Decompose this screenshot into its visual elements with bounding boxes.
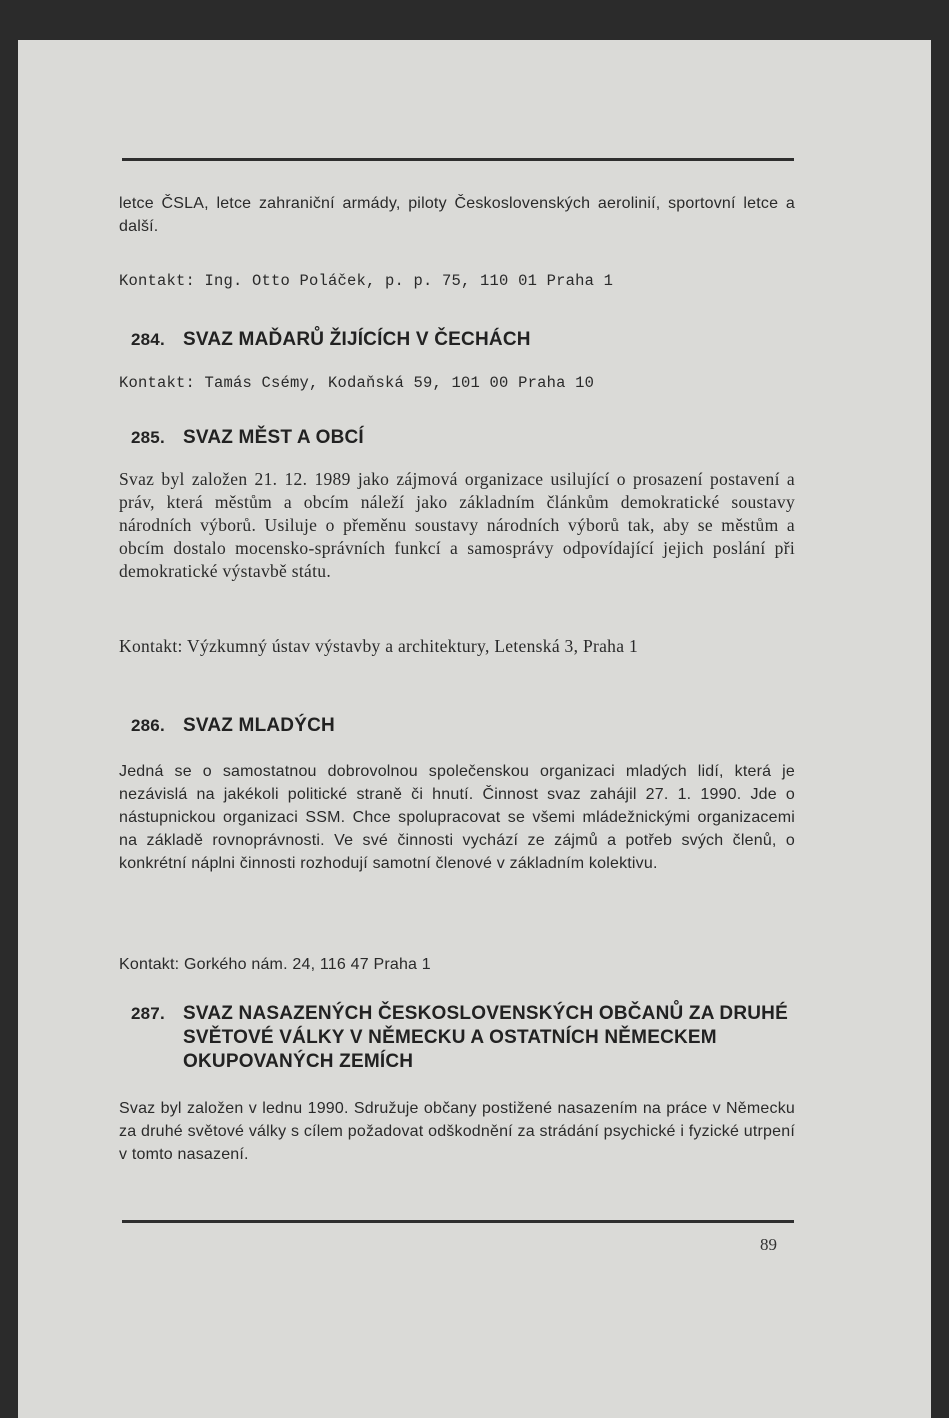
contact-line: Kontakt: Výzkumný ústav výstavby a architektury, Letenská 3, Praha 1 bbox=[119, 636, 639, 656]
entry-heading bbox=[131, 714, 791, 738]
entry-title: SVAZ NASAZENÝCH ČESKOSLOVENSKÝCH OBČANŮ ZA DRUHÉ SVĚTOVÉ VÁLKY V NĚMECKU A OSTATNÍCH NĚMECKEM OKUPOVANÝCH ZEMÍCH bbox=[183, 1003, 788, 1072]
entry-contact-block bbox=[119, 635, 795, 658]
page-number: 89 bbox=[760, 1235, 777, 1254]
entry-heading bbox=[131, 1002, 791, 1074]
bottom-rule bbox=[122, 1220, 794, 1223]
entry-title: SVAZ MAĎARŮ ŽIJÍCÍCH V ČECHÁCH bbox=[183, 329, 531, 350]
entry-title: SVAZ MLADÝCH bbox=[183, 715, 335, 736]
contact-line: Kontakt: Tamás Csémy, Kodaňská 59, 101 00 Praha 10 bbox=[119, 374, 595, 392]
entry-text: Svaz byl založen 21. 12. 1989 jako zájmová organizace usilující o prosazení postavení a práv, která městům a obcím náleží jako základním článkům demokratické soustavy národních výborů. Usiluje o přeměnu soustavy národních výborů tak, aby se městům a obcím dostalo mocensko-správních funkcí a samosprávy odpovídající jejich poslání při demokratické výstavbě státu. bbox=[119, 469, 795, 581]
contact-line: Kontakt: Ing. Otto Poláček, p. p. 75, 110 01 Praha 1 bbox=[119, 272, 614, 290]
continued-contact-block bbox=[119, 270, 795, 293]
continued-entry bbox=[119, 192, 795, 238]
entry-number: 287. bbox=[131, 1004, 165, 1023]
entry-title: SVAZ MĚST A OBCÍ bbox=[183, 427, 364, 448]
entry-body bbox=[119, 468, 795, 583]
entry-heading bbox=[131, 426, 791, 450]
contact-line: Kontakt: Gorkého nám. 24, 116 47 Praha 1 bbox=[119, 956, 431, 973]
entry-heading bbox=[131, 328, 791, 352]
entry-body bbox=[119, 1097, 795, 1166]
book-page bbox=[18, 40, 931, 1418]
entry-contact-block bbox=[119, 953, 795, 976]
entry-text: Svaz byl založen v lednu 1990. Sdružuje občany postižené nasazením na práce v Německu za druhé světové války s cílem požadovat odškodnění za strádání psychické i fyzické utrpení v tomto nasazení. bbox=[119, 1100, 795, 1163]
entry-number: 284. bbox=[131, 330, 165, 349]
entry-number: 285. bbox=[131, 428, 165, 447]
continued-text: letce ČSLA, letce zahraniční armády, piloty Československých aerolinií, sportovní letce a další. bbox=[119, 195, 795, 235]
entry-text: Jedná se o samostatnou dobrovolnou společenskou organizaci mladých lidí, která je nezávislá na jakékoli politické straně či hnutí. Činnost svaz zahájil 27. 1. 1990. Jde o nástupnickou organizaci SSM. Chce spolupracovat se všemi mládežnickými organizacemi na základě rovnoprávnosti. Ve své činnosti vychází ze zájmů a potřeb svých členů, o konkrétní náplni činnosti rozhodují samotní členové v základním kolektivu. bbox=[119, 763, 795, 872]
entry-contact-block bbox=[119, 372, 795, 395]
entry-body bbox=[119, 760, 795, 875]
top-rule bbox=[122, 158, 794, 161]
entry-number: 286. bbox=[131, 716, 165, 735]
